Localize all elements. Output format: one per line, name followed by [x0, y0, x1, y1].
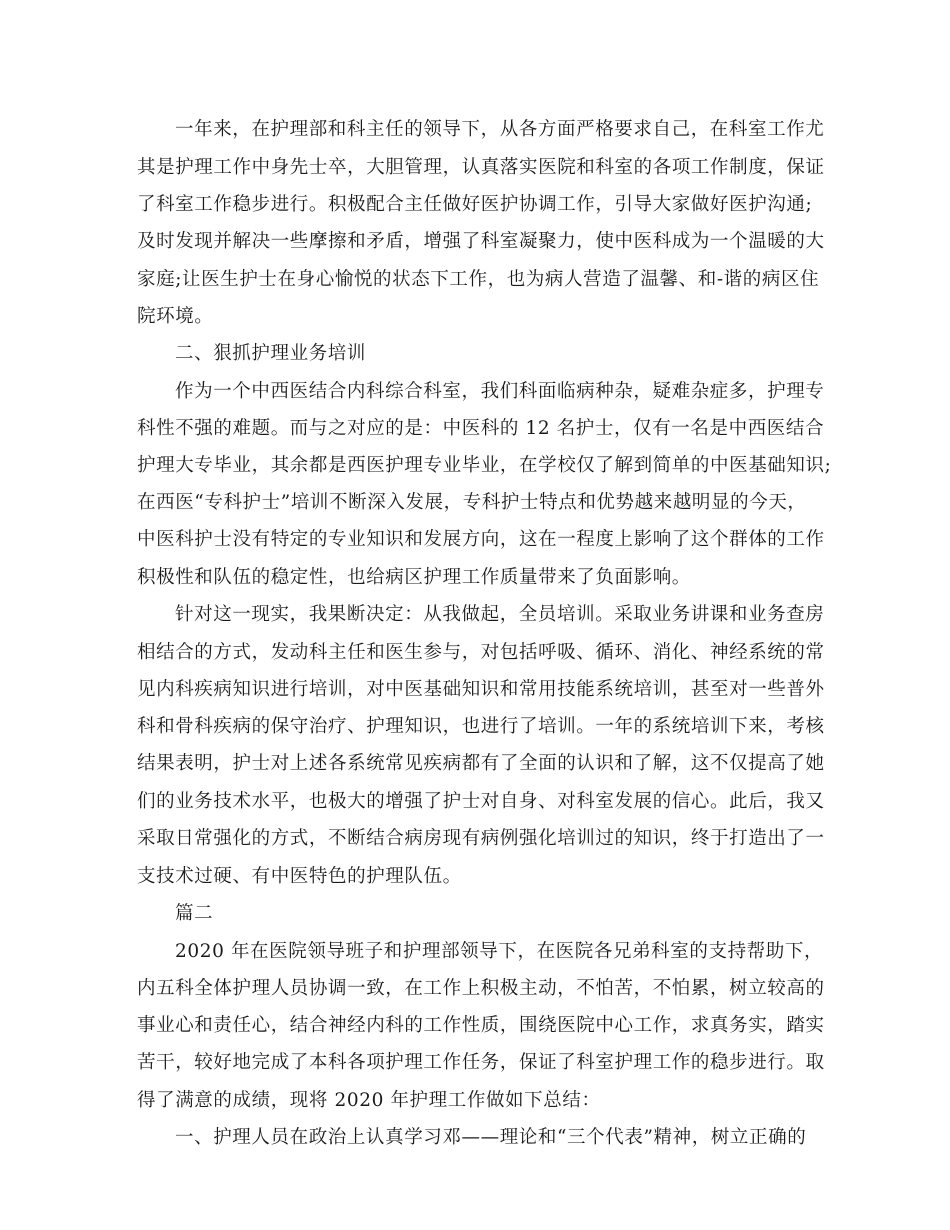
paragraph-3-line-5: 结果表明，护士对上述各系统常见疾病都有了全面的认识和了解，这不仅提高了她: [137, 753, 825, 774]
paragraph-2-line-4: 在西医“专科护士”培训不断深入发展，专科护士特点和优势越来越明显的今天，: [137, 492, 807, 513]
paragraph-4-line-5: 得了满意的成绩，现将 2020 年护理工作做如下总结：: [137, 1090, 601, 1111]
paragraph-4-line-4: 苦干，较好地完成了本科各项护理工作任务，保证了科室护理工作的稳步进行。取: [137, 1052, 825, 1073]
paragraph-1-line-4: 及时发现并解决一些摩擦和矛盾，增强了科室凝聚力，使中医科成为一个温暖的大: [137, 231, 825, 252]
paragraph-3-line-7: 采取日常强化的方式，不断结合病房现有病例强化培训过的知识，终于打造出了一: [137, 828, 825, 849]
paragraph-1-line-3: 了科室工作稳步进行。积极配合主任做好医护协调工作，引导大家做好医护沟通;: [137, 194, 813, 215]
paragraph-3-line-3: 见内科疾病知识进行培训，对中医基础知识和常用技能系统培训，甚至对一些普外: [137, 679, 825, 700]
paragraph-2-line-2: 科性不强的难题。而与之对应的是：中医科的 12 名护士，仅有一名是中西医结合: [137, 418, 825, 439]
paragraph-3-line-1: 针对这一现实，我果断决定：从我做起，全员培训。采取业务讲课和业务查房: [175, 604, 825, 625]
paragraph-1-line-2: 其是护理工作中身先士卒，大胆管理，认真落实医院和科室的各项工作制度，保证: [137, 157, 825, 178]
paragraph-2-line-5: 中医科护士没有特定的专业知识和发展方向，这在一程度上影响了这个群体的工作: [137, 529, 825, 550]
section-heading-training: 二、狠抓护理业务培训: [175, 343, 367, 364]
paragraph-3-line-6: 们的业务技术水平，也极大的增强了护士对自身、对科室发展的信心。此后，我又: [137, 791, 825, 812]
paragraph-2-line-3: 护理大专毕业，其余都是西医护理专业毕业，在学校仅了解到简单的中医基础知识;: [137, 455, 832, 476]
paragraph-1-line-6: 院环境。: [137, 306, 214, 327]
paragraph-2-line-6: 积极性和队伍的稳定性，也给病区护理工作质量带来了负面影响。: [137, 567, 691, 588]
paragraph-4-line-2: 内五科全体护理人员协调一致，在工作上积极主动，不怕苦，不怕累，树立较高的: [137, 978, 825, 999]
paragraph-3-line-2: 相结合的方式，发动科主任和医生参与，对包括呼吸、循环、消化、神经系统的常: [137, 642, 825, 663]
paragraph-3-line-4: 科和骨科疾病的保守治疗、护理知识，也进行了培训。一年的系统培训下来，考核: [137, 716, 825, 737]
paragraph-2-line-1: 作为一个中西医结合内科综合科室，我们科面临病种杂，疑难杂症多，护理专: [175, 381, 825, 402]
paragraph-3-line-8: 支技术过硬、有中医特色的护理队伍。: [137, 866, 462, 887]
paragraph-5-line-1: 一、护理人员在政治上认真学习邓——理论和“三个代表”精神，树立正确的: [175, 1127, 807, 1148]
paragraph-1-line-5: 家庭;让医生护士在身心愉悦的状态下工作，也为病人营造了温馨、和-谐的病区住: [137, 269, 820, 290]
section-heading-part-two: 篇二: [175, 903, 214, 924]
paragraph-4-line-1: 2020 年在医院领导班子和护理部领导下，在医院各兄弟科室的支持帮助下，: [175, 941, 824, 962]
paragraph-4-line-3: 事业心和责任心，结合神经内科的工作性质，围绕医院中心工作，求真务实，踏实: [137, 1015, 825, 1036]
paragraph-1-line-1: 一年来，在护理部和科主任的领导下，从各方面严格要求自己，在科室工作尤: [175, 119, 825, 140]
